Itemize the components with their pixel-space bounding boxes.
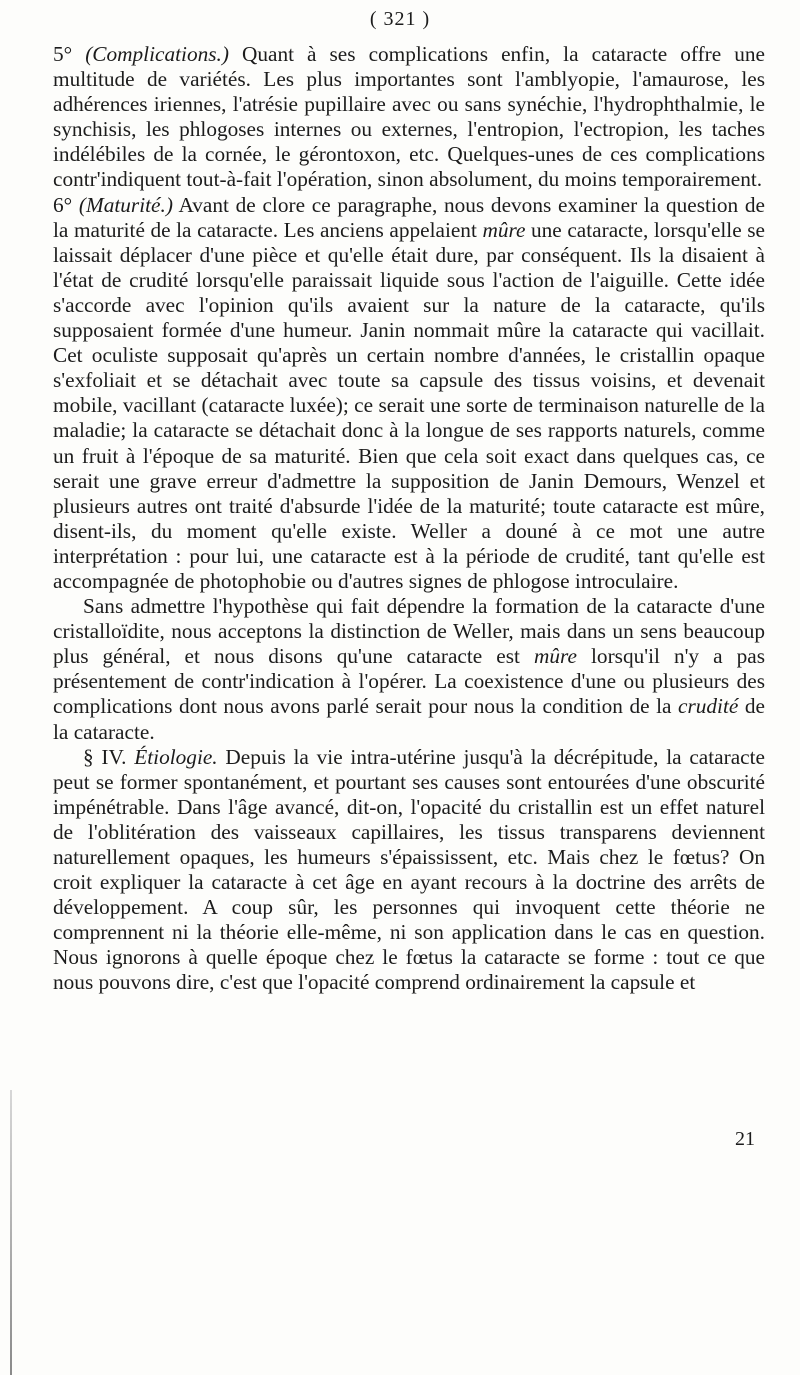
italic-term: crudité — [678, 694, 739, 719]
paragraph-body-part: Sans admettre l'hypothèse qui fait dépendre la formation de la cataracte d'une cristalloïdite, nous acceptons la distinction de Weller, mais dans un sens beaucoup plus général, et nous disons qu'une cataracte est — [53, 594, 765, 669]
paragraph-body-part: de la cataracte. — [53, 694, 765, 744]
paragraph-maturite — [53, 193, 765, 595]
body-text — [53, 42, 765, 996]
paragraph-etiologie — [53, 745, 765, 996]
paragraph-number: 5° — [53, 42, 86, 66]
paragraph-body: Depuis la vie intra-utérine jusqu'à la décrépitude, la cataracte peut se former spontanément, et pourtant ses causes sont entourées d'une obscurité impénétrable. Dans l'âge avancé, dit-on, l'opacité du cristallin est un effet naturel de l'oblitération des vaisseaux capillaires, les tissus transparens deviennent naturellement opaques, les humeurs s'épaississent, etc. Mais chez le fœtus? On croit expliquer la cataracte à cet âge en ayant recours à la doctrine des arrêts de développement. A coup sûr, les personnes qui invoquent cette théorie ne comprennent ni la théorie elle-même, ni son application dans le cas en question. Nous ignorons à quelle époque chez le fœtus la cataracte se forme : tout ce que nous pouvons dire, c'est que l'opacité comprend ordinairement la capsule et — [53, 744, 765, 995]
section-label: (Maturité.) — [78, 192, 173, 217]
paragraph-body-part: lorsqu'il n'y a pas présentement de contr'indication à l'opérer. La coexistence d'une ou plusieurs des complications dont nous avons parlé serait pour nous la condition de la — [53, 644, 765, 719]
italic-term: mûre — [533, 644, 577, 669]
italic-term: mûre — [482, 217, 526, 242]
paragraph-body: Quant à ses complications enfin, la cataracte offre une multitude de variétés. Les plus importantes sont l'amblyopie, l'amaurose, les adhérences iriennes, l'atrésie pupillaire avec ou sans synéchie, l'hydrophthalmie, le synchisis, les phlogoses internes ou externes, l'entropion, l'ectropion, les taches indélébiles de la cornée, le gérontoxon, etc. Quelques-unes de ces complications contr'indiquent tout-à-fait l'opération, sinon absolument, du moins temporairement. — [53, 42, 765, 192]
page-number: ( 321 ) — [369, 8, 431, 30]
section-label: Étiologie. — [134, 744, 218, 769]
paragraph-body-part: une cataracte, lorsqu'elle se laissait déplacer d'une pièce et qu'elle était dure, par conséquent. Ils la disaient à l'état de crudité lorsqu'elle paraissait liquide sous l'action de l'aiguille. Cette idée s'accorde avec l'opinion qu'ils avaient sur la nature de la cataracte, qu'ils supposaient formée d'une humeur. Janin nommait mûre la cataracte qui vacillait. Cet oculiste supposait qu'après un certain nombre d'années, le cristallin opaque s'exfoliait et se détachait avec toute sa capsule des tissus voisins, et devenait mobile, vacillant (cataracte luxée); ce serait une sorte de terminaison naturelle de la maladie; la cataracte se détachait donc à la longue de ses rapports naturels, comme un fruit à l'époque de sa maturité. Bien que cela soit exact dans quelques cas, ce serait une grave erreur d'admettre la supposition de Janin Demours, Wenzel et plusieurs autres ont traité d'absurde l'idée de la maturité; toute cataracte est mûre, disent-ils, du moment qu'elle existe. Weller a douné à ce mot une autre interprétation : pour lui, une cataracte est à la période de crudité, tant qu'elle est accompagnée de photophobie ou d'autres signes de phlogose introculaire. — [53, 217, 765, 593]
section-number: § IV. — [83, 744, 135, 769]
section-label: (Complications.) — [85, 42, 229, 66]
paragraph-cristalloidite — [53, 594, 765, 745]
paragraph-number: 6° — [53, 192, 79, 217]
page-edge-shadow — [10, 1090, 12, 1375]
paragraph-body-part: Avant de clore ce paragraphe, nous devons examiner la question de la maturité de la cataracte. Les anciens appelaient — [53, 192, 765, 242]
paragraph-complications — [53, 42, 765, 193]
signature-mark: 21 — [735, 1128, 755, 1150]
